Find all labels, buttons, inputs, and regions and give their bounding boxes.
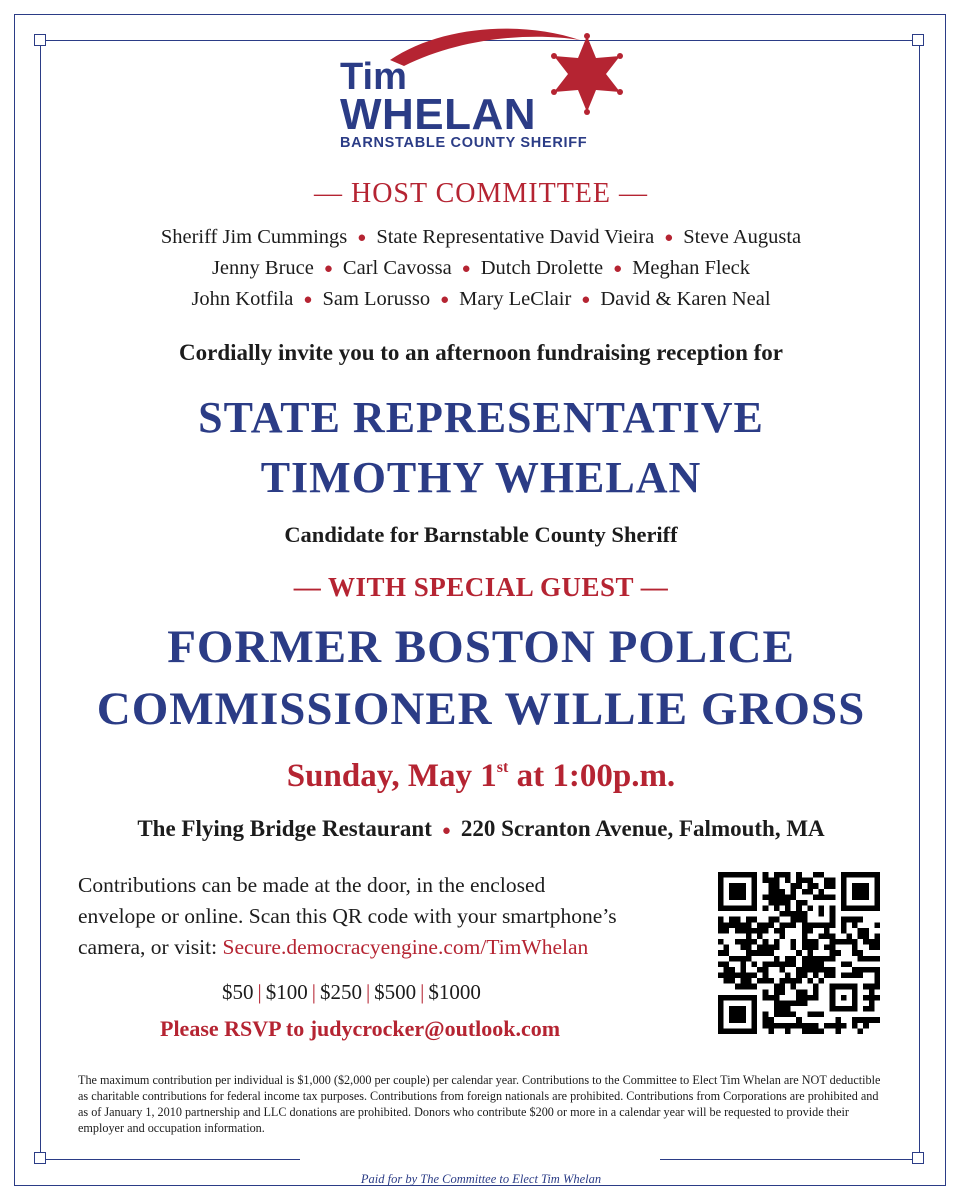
bullet-icon: ● [303,292,313,308]
bullet-icon: ● [461,261,471,277]
border-corner [912,34,924,46]
donation-link[interactable]: Secure.democracyengine.com/TimWhelan [222,935,589,959]
separator: | [257,980,262,1004]
amount-option: $100 [265,980,308,1004]
host-name: Sam Lorusso [322,288,431,310]
host-names-row [0,226,962,249]
border-corner [912,1152,924,1164]
host-name: State Representative David Vieira [376,226,655,248]
rsvp-line: Please RSVP to judycrocker@outlook.com [160,1016,561,1041]
host-name: Meghan Fleck [632,257,751,279]
contribution-line-prefix: camera, or visit: [78,935,223,959]
bullet-icon: ● [441,823,451,839]
qr-code-icon[interactable] [718,872,880,1034]
event-date-ordinal: st [496,759,509,776]
amount-option: $250 [319,980,362,1004]
venue-address: 220 Scranton Avenue, Falmouth, MA [460,816,825,841]
amount-option: $500 [374,980,417,1004]
logo-first-name: Tim [340,56,407,98]
host-name: Mary LeClair [459,288,572,310]
special-guest-line1: FORMER BOSTON POLICE [167,621,795,673]
bullet-icon: ● [581,292,591,308]
event-date-prefix: Sunday, May 1 [286,758,497,794]
host-names-row [0,288,962,311]
donation-amounts [222,980,481,1005]
event-location [0,816,962,842]
candidate-title-line1: STATE REPRESENTATIVE [198,393,764,442]
bullet-icon: ● [357,230,367,246]
special-guest-line2: COMMISSIONER WILLIE GROSS [96,683,866,735]
host-name: Jenny Bruce [211,257,314,279]
host-name: Carl Cavossa [342,257,452,279]
host-name: Steve Augusta [683,226,802,248]
bullet-icon: ● [664,230,674,246]
contribution-info [78,870,718,963]
venue-name: The Flying Bridge Restaurant [137,816,432,841]
amount-option: $50 [222,980,254,1004]
event-date [0,758,962,795]
amount-option: $1000 [428,980,481,1004]
candidate-subtitle: Candidate for Barnstable County Sheriff [284,522,678,547]
contribution-line: envelope or online. Scan this QR code with your smartphone’s [78,904,617,928]
host-name: John Kotfila [191,288,294,310]
bullet-icon: ● [440,292,450,308]
host-names-row [0,257,962,280]
host-name: Dutch Drolette [480,257,604,279]
border-corner [34,1152,46,1164]
legal-disclaimer: The maximum contribution per individual is $1,000 ($2,000 per couple) per calendar year. Contributions to the Committee to Elect Tim Whelan are NOT deductible as charitable contributions for federal income tax purposes. Contributions from foreign nationals are prohibited. Contributions from Corporations are prohibited and as of January 1, 2010 partnership and LLC donations are prohibited. Donors who contribute $200 or more in a calendar year will be requested to provide their employer and occupation information. [78,1073,881,1135]
contribution-line [78,932,718,963]
bullet-icon: ● [613,261,623,277]
separator: | [420,980,425,1004]
candidate-title-line2: TIMOTHY WHELAN [260,453,702,502]
separator: | [365,980,371,1004]
border-gap [300,1150,660,1170]
host-name: David & Karen Neal [600,288,771,310]
paid-for-notice: Paid for by The Committee to Elect Tim Whelan [360,1172,602,1186]
special-guest-label: — WITH SPECIAL GUEST — [293,572,669,602]
logo-subtitle: BARNSTABLE COUNTY SHERIFF [340,135,588,151]
logo-last-name: WHELAN [340,90,537,139]
host-name: Sheriff Jim Cummings [160,226,348,248]
contribution-line: Contributions can be made at the door, in the enclosed [78,873,546,897]
event-time: at 1:00p.m. [508,758,676,794]
campaign-logo [330,18,630,151]
border-corner [34,34,46,46]
separator: | [311,980,316,1004]
host-committee-title: — HOST COMMITTEE — [313,178,649,209]
invitation-line: Cordially invite you to an afternoon fundraising reception for [179,340,783,365]
bullet-icon: ● [323,261,333,277]
